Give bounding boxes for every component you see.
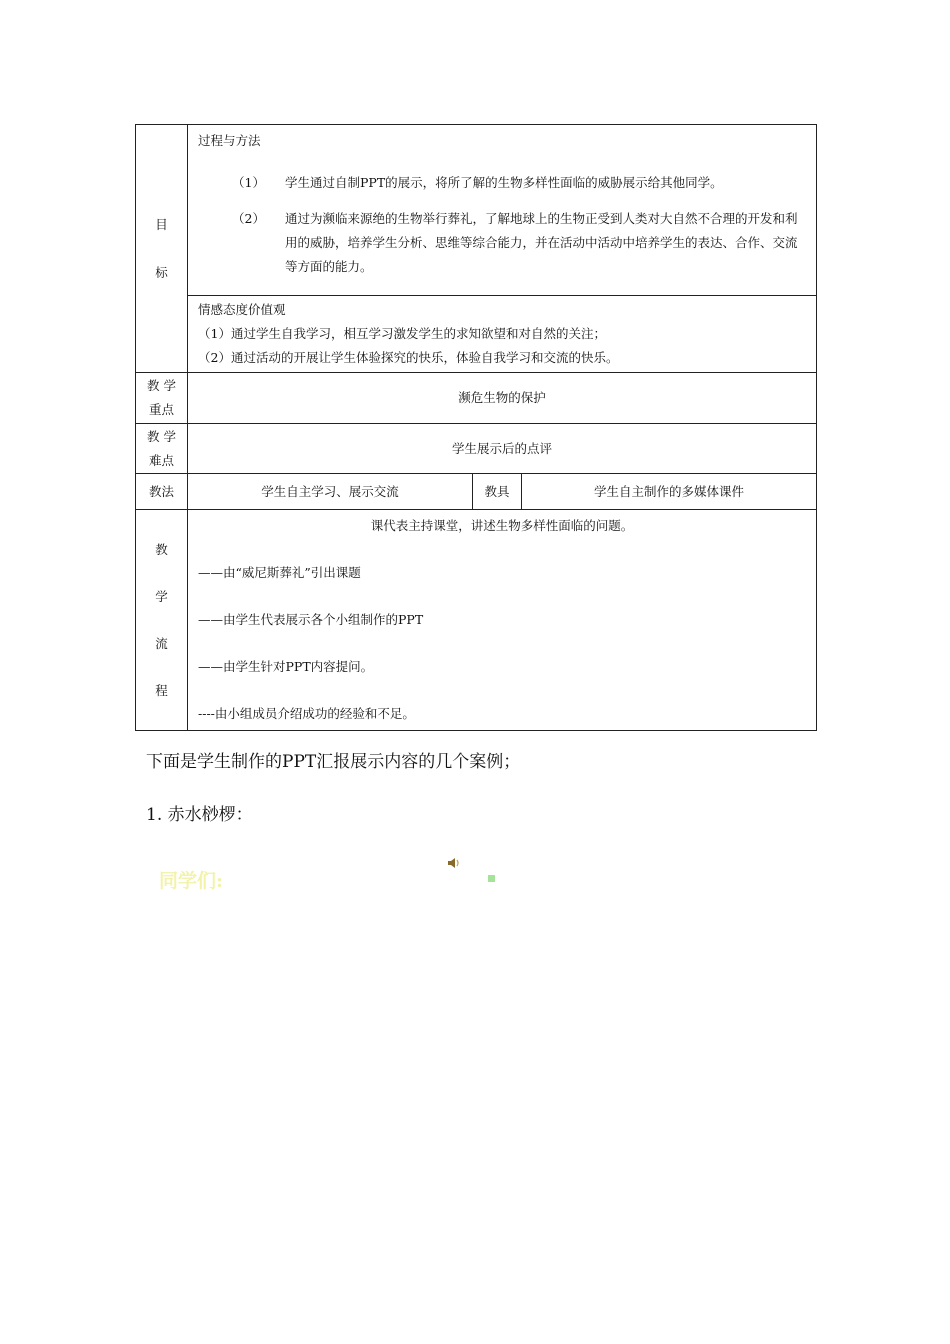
method-label: 教法 — [136, 474, 188, 510]
affect-line: （1）通过学生自我学习，相互学习激发学生的求知欲望和对自然的关注； — [198, 326, 606, 341]
flow-label-char: 学 — [155, 589, 168, 604]
flow-line: ——由学生针对PPT内容提问。 — [198, 659, 374, 674]
key-point-label-line: 教 学 — [147, 378, 176, 393]
flow-label-char: 流 — [155, 636, 168, 651]
flow-line: ----由小组成员介绍成功的经验和不足。 — [198, 706, 415, 721]
slide-greeting: 同学们: — [159, 870, 224, 892]
key-point-value: 濒危生物的保护 — [188, 373, 817, 424]
tool-value: 学生自主制作的多媒体课件 — [522, 474, 817, 510]
difficulty-label-line: 难点 — [148, 452, 174, 468]
flow-line: ——由学生代表展示各个小组制作的PPT — [198, 612, 424, 627]
difficulty-value: 学生展示后的点评 — [188, 424, 817, 474]
flow-line: 课代表主持课堂，讲述生物多样性面临的问题。 — [370, 518, 634, 533]
method-value: 学生自主学习、展示交流 — [188, 474, 473, 510]
process-title: 过程与方法 — [198, 133, 261, 148]
process-item-text: 通过为濒临来源绝的生物举行葬礼，了解地球上的生物正受到人类对大自然不合理的开发和利用的威胁，培养学生分析、思维等综合能力，并在活动中活动中培养学生的表达、合作、交流等方面的能力。 — [285, 211, 798, 274]
intro-paragraph: 下面是学生制作的PPT汇报展示内容的几个案例； — [146, 752, 521, 772]
flow-label-char: 教 — [155, 542, 168, 557]
goal-label-char: 标 — [155, 264, 168, 280]
goal-label-cell — [136, 125, 188, 373]
speaker-icon[interactable] — [447, 855, 461, 869]
difficulty-label-line: 教 学 — [147, 428, 176, 444]
process-item-number: （2） — [232, 211, 265, 226]
flow-label-cell — [136, 510, 188, 731]
case-heading: 1. 赤水桫椤： — [146, 805, 253, 825]
slide-marker-icon — [488, 875, 495, 882]
process-item-text: 学生通过自制PPT的展示，将所了解的生物多样性面临的威胁展示给其他同学。 — [285, 175, 723, 190]
process-item — [198, 171, 808, 195]
process-item — [198, 207, 808, 279]
flow-label-char: 程 — [155, 683, 168, 698]
affect-title: 情感态度价值观 — [198, 302, 286, 317]
affect-values-cell — [188, 296, 817, 373]
key-point-label-line: 重点 — [148, 402, 174, 417]
process-method-cell — [188, 125, 817, 296]
goal-label-char: 目 — [155, 216, 168, 232]
flow-line: ——由“威尼斯葬礼”引出课题 — [198, 565, 361, 580]
difficulty-label — [136, 424, 188, 474]
flow-content-cell — [188, 510, 817, 731]
key-point-label — [136, 373, 188, 424]
tool-label: 教具 — [473, 474, 522, 510]
lesson-plan-table — [135, 124, 817, 731]
process-item-number: （1） — [232, 175, 265, 190]
affect-line: （2）通过活动的开展让学生体验探究的快乐，体验自我学习和交流的快乐。 — [198, 350, 619, 365]
